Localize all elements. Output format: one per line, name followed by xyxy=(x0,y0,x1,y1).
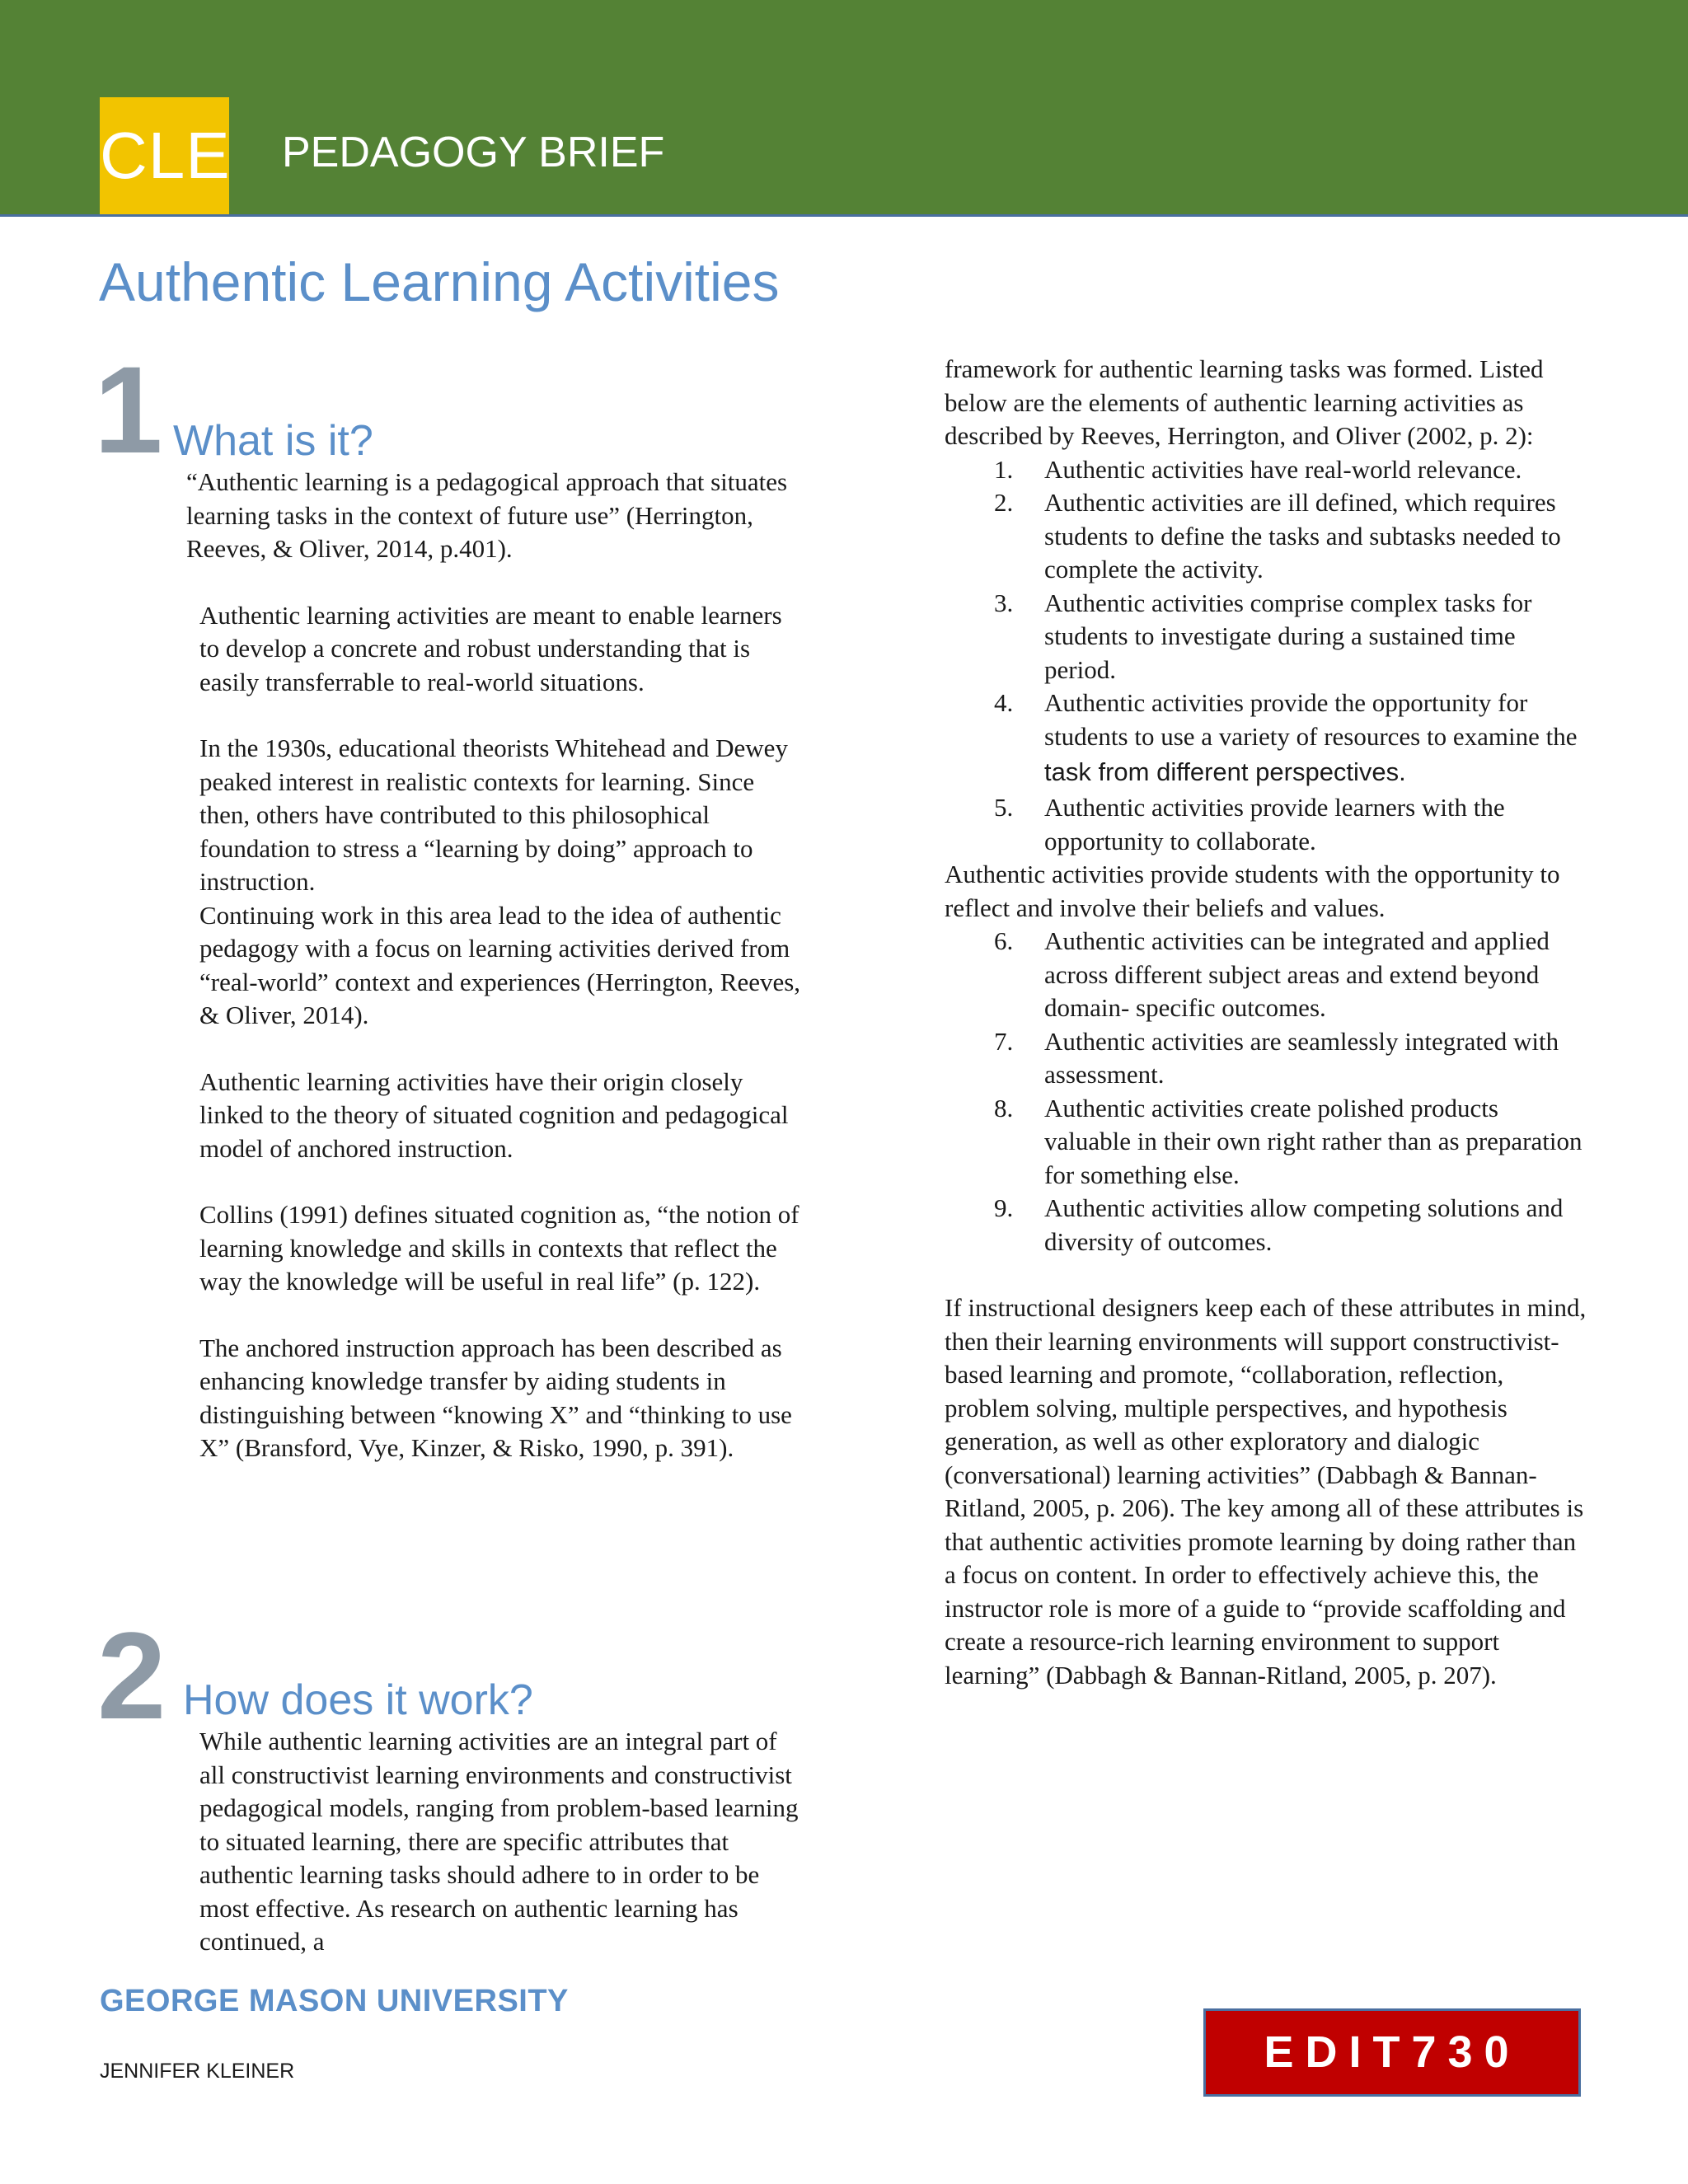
paragraph: framework for authentic learning tasks was formed. Listed below are the elements of authentic learning activities as described by Reeves, Herrington, and Oliver (2002, p. 2): xyxy=(945,354,1544,450)
section-1-heading: What is it? xyxy=(173,417,373,465)
paragraph: Authentic activities provide students with the opportunity to reflect and involve their beliefs and values. xyxy=(945,860,1560,922)
section-2-heading: How does it work? xyxy=(183,1676,533,1724)
paragraph: Authentic learning activities have their origin closely linked to the theory of situated cognition and pedagogical model of anchored instruction. xyxy=(199,1066,789,1163)
brief-label: PEDAGOGY BRIEF xyxy=(282,129,665,176)
paragraph: In the 1930s, educational theorists Whitehead and Dewey peaked interest in realistic contexts for learning. Since then, others have contributed to this philosophical foundation to stress a “learning by doing” approach to instruction. xyxy=(199,733,788,896)
section-2-body xyxy=(199,1725,801,1959)
list-item: 1. Authentic activities have real-world relevance. xyxy=(994,454,1522,484)
paragraph: While authentic learning activities are an integral part of all constructivist learning environments and constructivist pedagogical models, ranging from problem-based learning to situated learning, there are specific attributes that authentic learning tasks should adhere to in order to be most effective. As research on authentic learning has continued, a xyxy=(199,1727,799,1956)
section-2-continued xyxy=(945,353,1587,1692)
section-2-number: 2 xyxy=(97,1606,166,1745)
list-item: 5. Authentic activities provide learners with the opportunity to collaborate. xyxy=(994,793,1505,855)
course-badge: EDIT730 xyxy=(1203,2008,1581,2097)
header-banner xyxy=(0,0,1688,217)
list-item: 4. Authentic activities provide the opportunity for students to use a variety of resources to examine the task from different perspectives. xyxy=(994,688,1578,786)
list-item: 6. Authentic activities can be integrated and applied across different subject areas and extend beyond domain- specific outcomes. xyxy=(994,926,1550,1022)
page-title: Authentic Learning Activities xyxy=(99,251,780,312)
paragraph: If instructional designers keep each of these attributes in mind, then their learning environments will support constructivist- based learning and promote, “collaboration, reflection, problem solving, multiple perspectives, and hypothesis generation, as well as other exploratory and dialogic (conversational) learning activities” (Dabbagh & Bannan-Ritland, 2005, p. 206). The key among all of these attributes is that authentic activities promote learning by doing rather than a focus on content. In order to effectively achieve this, the instructor role is more of a guide to “provide scaffolding and create a resource-rich learning environment to support learning” (Dabbagh & Bannan-Ritland, 2005, p. 207). xyxy=(945,1293,1587,1690)
paragraph: Authentic learning activities are meant to enable learners to develop a concrete and robust understanding that is easily transferrable to real-world situations. xyxy=(199,600,782,696)
elements-list xyxy=(945,925,1587,1258)
list-item: 7. Authentic activities are seamlessly integrated with assessment. xyxy=(994,1026,1559,1089)
elements-list xyxy=(945,453,1587,859)
paragraph: The anchored instruction approach has been described as enhancing knowledge transfer by aiding students in distinguishing between “knowing X” and “thinking to use X” (Bransford, Vye, Kinzer, & Risko, 1990, p. 391). xyxy=(199,1333,792,1462)
paragraph: Continuing work in this area lead to the idea of authentic pedagogy with a focus on learning activities derived from “real-world” context and experiences (Herrington, Reeves, & Oliver, 2014). xyxy=(199,900,801,1029)
paragraph: Collins (1991) defines situated cognition as, “the notion of learning knowledge and skills in contexts that reflect the way the knowledge will be useful in real life” (p. 122). xyxy=(199,1200,799,1296)
author-name: JENNIFER KLEINER xyxy=(100,2060,295,2083)
definition-quote: “Authentic learning is a pedagogical approach that situates learning tasks in the context of future use” (Herrington, Reeves, & Oliver, 2014, p.401). xyxy=(186,467,788,563)
list-item: 9. Authentic activities allow competing solutions and diversity of outcomes. xyxy=(994,1193,1564,1256)
cle-logo: CLE xyxy=(100,97,229,214)
list-item: 8. Authentic activities create polished products valuable in their own right rather than as preparation for something else. xyxy=(994,1093,1582,1189)
university-name: GEORGE MASON UNIVERSITY xyxy=(100,1984,569,2018)
section-1-body xyxy=(186,466,801,1498)
section-1-number: 1 xyxy=(94,340,163,479)
list-item: 2. Authentic activities are ill defined, which requires students to define the tasks and subtasks needed to complete the activity. xyxy=(994,488,1561,583)
list-item: 3. Authentic activities comprise complex tasks for students to investigate during a sustained time period. xyxy=(994,588,1532,684)
